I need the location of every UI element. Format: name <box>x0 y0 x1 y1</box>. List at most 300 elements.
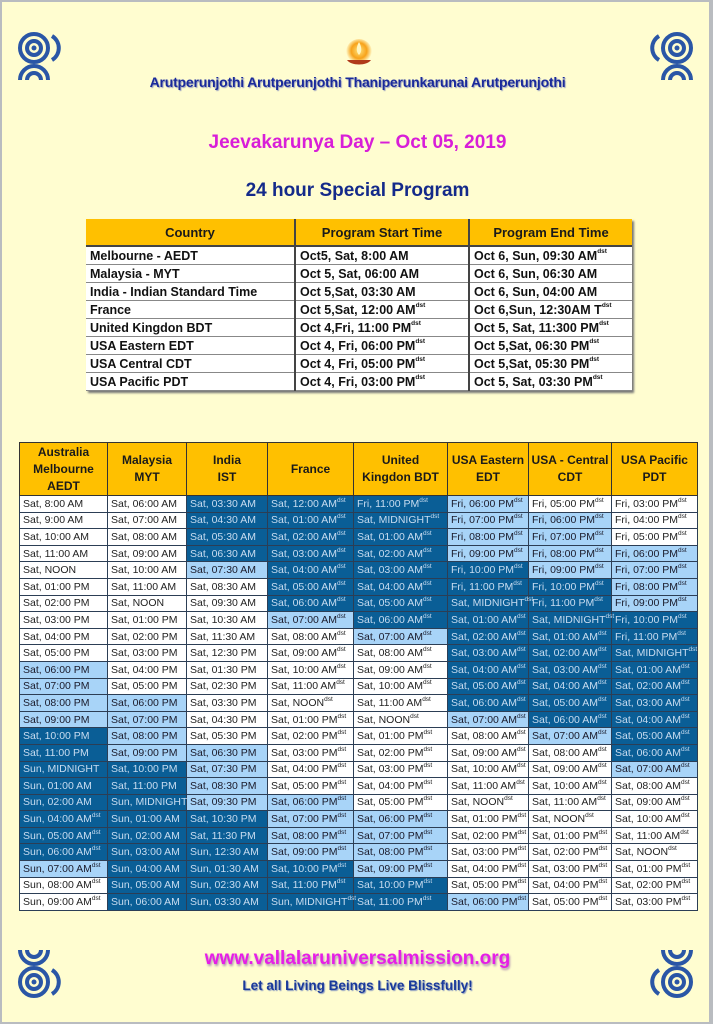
dst-marker: dst <box>336 563 346 571</box>
time-text: Sat, 04:00 PM <box>451 862 518 875</box>
time-cell <box>448 661 529 678</box>
swirl-logo-icon-top-left <box>16 30 62 80</box>
schedule-row <box>20 844 698 861</box>
start-time-cell <box>295 319 469 337</box>
time-text: Sat, 04:00 PM <box>111 663 178 676</box>
time-cell <box>268 794 354 811</box>
time-text: Sat, 05:00 PM <box>532 896 599 909</box>
time-cell <box>612 612 698 629</box>
time-text: Sat, 01:00 PM <box>271 713 338 726</box>
time-text: Sun, 05:00 AM <box>23 829 92 842</box>
start-time-cell-text: Oct 4, Fri, 06:00 PM <box>300 338 416 353</box>
time-text: Sat, 11:00 AM <box>357 696 423 709</box>
time-text: Fri, 08:00 PM <box>615 580 679 593</box>
time-text: Sat, 09:00 AM <box>111 547 177 560</box>
time-cell <box>108 512 187 529</box>
schedule-column-header <box>529 443 612 496</box>
dst-marker: dst <box>423 778 433 786</box>
time-text: Sun, 03:30 AM <box>190 896 259 909</box>
dst-marker: dst <box>423 729 433 737</box>
dst-marker: dst <box>585 812 594 820</box>
schedule-row <box>20 612 698 629</box>
time-text: Sat, 03:00 PM <box>451 846 518 859</box>
header-line: USA Eastern <box>451 453 525 467</box>
time-text: Fri, 09:00 PM <box>532 564 596 577</box>
time-text: Sat, 01:00 PM <box>451 813 518 826</box>
time-text: Sat, 06:00 PM <box>271 796 338 809</box>
time-cell <box>529 877 612 894</box>
schedule-row <box>20 794 698 811</box>
time-text: Sat, 12:30 PM <box>190 647 257 660</box>
dst-marker: dst <box>336 496 346 504</box>
time-cell <box>108 645 187 662</box>
time-text: Fri, 03:00 PM <box>615 497 679 510</box>
time-cell <box>448 794 529 811</box>
country-cell <box>86 265 295 283</box>
time-cell <box>108 778 187 795</box>
time-cell <box>529 695 612 712</box>
time-text: Sat, MIDNIGHT <box>532 613 606 626</box>
time-text: Fri, 11:00 PM <box>451 580 514 593</box>
start-time-cell <box>295 337 469 355</box>
time-text: Sun, 06:00 AM <box>23 846 92 859</box>
dst-marker: dst <box>680 778 690 786</box>
time-cell <box>20 678 108 695</box>
time-cell <box>529 562 612 579</box>
start-time-cell-text: Oct 5, Sat, 06:00 AM <box>300 266 420 281</box>
dst-marker: dst <box>681 895 691 903</box>
country-cell-text: USA Pacific PDT <box>90 374 189 389</box>
time-cell <box>268 778 354 795</box>
dst-marker: dst <box>688 646 698 654</box>
dst-marker: dst <box>422 612 432 620</box>
time-cell <box>612 645 698 662</box>
time-cell <box>187 529 268 546</box>
time-text: Sat, 03:00 AM <box>615 696 681 709</box>
start-time-cell-text: Oct 4, Fri, 03:00 PM <box>300 374 416 389</box>
header-line: Malaysia <box>121 453 173 467</box>
schedule-column-header <box>187 443 268 496</box>
dst-marker: dst <box>419 496 428 504</box>
column-header-country: Country <box>86 219 295 246</box>
header-line: Melbourne <box>33 461 94 476</box>
schedule-column-header <box>354 443 448 496</box>
dst-marker: dst <box>678 529 687 537</box>
time-text: Sat, 03:00 PM <box>357 763 424 776</box>
dst-marker: dst <box>678 563 687 571</box>
time-text: Sat, 06:00 PM <box>111 696 178 709</box>
dst-marker: dst <box>423 845 433 853</box>
header-line: EDT <box>476 470 500 484</box>
end-time-cell <box>469 301 632 319</box>
time-text: Sat, 10:00 PM <box>111 763 178 776</box>
country-cell-text: France <box>90 302 131 317</box>
summary-row <box>86 265 632 283</box>
dst-marker: dst <box>589 355 600 363</box>
time-cell <box>20 529 108 546</box>
time-cell <box>529 861 612 878</box>
time-cell <box>187 744 268 761</box>
time-cell <box>20 761 108 778</box>
time-text: Sat, 11:00 PM <box>271 879 337 892</box>
time-text: Sat, 01:00 AM <box>271 514 337 527</box>
time-text: Sat, 02:00 PM <box>451 829 518 842</box>
time-cell <box>354 861 448 878</box>
time-text: Sat, 03:00 PM <box>111 647 178 660</box>
time-cell <box>529 645 612 662</box>
time-cell <box>448 761 529 778</box>
dst-marker: dst <box>422 695 431 703</box>
time-text: Sun, 04:00 AM <box>23 813 92 826</box>
time-text: Fri, 09:00 PM <box>451 547 515 560</box>
time-text: Fri, 09:00 PM <box>615 597 679 610</box>
time-cell <box>612 811 698 828</box>
country-cell <box>86 319 295 337</box>
time-text: Sun, 01:00 AM <box>111 813 180 826</box>
dst-marker: dst <box>599 319 609 327</box>
time-text: Sat, 02:00 AM <box>357 547 423 560</box>
time-text: Sat, 11:00 AM <box>532 796 598 809</box>
dst-marker: dst <box>516 778 525 786</box>
time-text: Sat, 07:00 AM <box>615 763 681 776</box>
time-cell <box>108 811 187 828</box>
dst-marker: dst <box>91 812 101 820</box>
dst-marker: dst <box>415 373 426 381</box>
time-text: Sat, 10:00 AM <box>271 663 337 676</box>
time-cell <box>187 827 268 844</box>
time-text: Sat, 11:00 PM <box>23 746 89 759</box>
time-cell <box>612 778 698 795</box>
schedule-row <box>20 512 698 529</box>
schedule-column-header <box>612 443 698 496</box>
time-text: Sat, 04:00 AM <box>451 663 517 676</box>
dst-marker: dst <box>410 712 419 720</box>
time-text: Sun, 02:30 AM <box>190 879 259 892</box>
time-cell <box>354 595 448 612</box>
time-cell <box>108 628 187 645</box>
time-cell <box>354 728 448 745</box>
summary-row <box>86 337 632 355</box>
time-text: Sun, 09:00 AM <box>23 896 92 909</box>
dst-marker: dst <box>517 878 527 886</box>
time-text: Sun, 01:00 AM <box>23 779 92 792</box>
time-text: Sat, 02:00 PM <box>615 879 682 892</box>
time-text: Fri, 10:00 PM <box>532 580 596 593</box>
dst-marker: dst <box>678 596 687 604</box>
time-cell <box>612 628 698 645</box>
time-cell <box>448 628 529 645</box>
dst-marker: dst <box>336 513 346 521</box>
time-text: Sat, 11:00 PM <box>357 896 423 909</box>
dst-marker: dst <box>415 337 426 345</box>
time-text: Sat, 03:30 PM <box>190 696 257 709</box>
dst-marker: dst <box>91 878 101 886</box>
header-line: IST <box>217 470 237 484</box>
time-cell <box>612 861 698 878</box>
time-cell <box>20 794 108 811</box>
time-text: Sat, 03:00 AM <box>451 647 517 660</box>
time-text: Fri, 10:00 PM <box>615 613 679 626</box>
time-text: Sat, 10:00 AM <box>111 564 177 577</box>
summary-row <box>86 319 632 337</box>
start-time-cell <box>295 246 469 265</box>
summary-row <box>86 301 632 319</box>
start-time-cell <box>295 283 469 301</box>
dst-marker: dst <box>595 496 604 504</box>
country-cell-text: Malaysia - MYT <box>90 266 180 281</box>
time-cell <box>354 811 448 828</box>
time-cell <box>529 628 612 645</box>
dst-marker: dst <box>516 629 526 637</box>
dst-marker: dst <box>516 745 526 753</box>
time-text: Sat, 10:00 AM <box>615 813 681 826</box>
dst-marker: dst <box>415 301 426 309</box>
time-cell <box>268 595 354 612</box>
dst-marker: dst <box>597 729 607 737</box>
time-cell <box>187 811 268 828</box>
dst-marker: dst <box>597 795 606 803</box>
time-cell <box>187 595 268 612</box>
time-text: Fri, 06:00 PM <box>532 514 596 527</box>
time-text: Sat, 05:00 PM <box>23 647 90 660</box>
time-text: Sat, 08:00 PM <box>357 846 424 859</box>
time-cell <box>612 661 698 678</box>
time-text: Sat, 08:00 AM <box>615 779 681 792</box>
time-text: Sat, 04:00 AM <box>615 713 681 726</box>
time-text: Sat, 07:00 PM <box>23 680 90 693</box>
time-cell <box>354 844 448 861</box>
time-cell <box>612 827 698 844</box>
schedule-column-header <box>108 443 187 496</box>
time-text: Sat, 05:00 AM <box>271 580 337 593</box>
time-cell <box>354 794 448 811</box>
schedule-header-row <box>20 443 698 496</box>
time-text: Sat, 04:30 AM <box>190 514 256 527</box>
time-cell <box>354 695 448 712</box>
time-cell <box>20 861 108 878</box>
time-text: Sat, 09:00 PM <box>23 713 90 726</box>
time-text: Sat, 07:00 PM <box>271 813 338 826</box>
time-text: Sat, 02:00 AM <box>532 647 598 660</box>
dst-marker: dst <box>337 861 347 869</box>
time-cell <box>448 728 529 745</box>
dst-marker: dst <box>422 579 432 587</box>
time-text: Sat, 11:00 AM <box>615 829 681 842</box>
time-text: Sat, 09:30 AM <box>190 597 256 610</box>
dst-marker: dst <box>598 828 608 836</box>
time-cell <box>448 612 529 629</box>
time-text: Sat, 09:00 AM <box>615 796 681 809</box>
time-cell <box>354 894 448 911</box>
header-line: CDT <box>557 470 583 484</box>
time-cell <box>612 695 698 712</box>
dst-marker: dst <box>516 695 526 703</box>
time-cell <box>448 562 529 579</box>
time-cell <box>529 728 612 745</box>
time-cell <box>108 695 187 712</box>
end-time-cell <box>469 283 632 301</box>
time-text: Sat, 05:00 PM <box>111 680 178 693</box>
time-text: Fri, 11:00 PM <box>532 597 595 610</box>
header-line: MYT <box>134 470 160 484</box>
time-text: Sat, 10:00 PM <box>271 862 338 875</box>
event-title: Jeevakarunya Day – Oct 05, 2019 <box>208 132 507 153</box>
start-time-cell-text: Oct 5,Sat, 12:00 AM <box>300 302 416 317</box>
dst-marker: dst <box>337 845 347 853</box>
time-cell <box>354 678 448 695</box>
dst-marker: dst <box>347 895 357 903</box>
schedule-row <box>20 661 698 678</box>
time-cell <box>354 827 448 844</box>
schedule-row <box>20 894 698 911</box>
time-text: Sat, 07:00 PM <box>357 829 424 842</box>
time-text: Sat, 06:00 AM <box>357 613 423 626</box>
time-text: Fri, 05:00 PM <box>615 530 679 543</box>
dst-marker: dst <box>524 596 534 604</box>
dst-marker: dst <box>678 579 687 587</box>
dst-marker: dst <box>337 729 347 737</box>
dst-marker: dst <box>336 662 346 670</box>
time-text: Sat, 04:00 PM <box>532 879 599 892</box>
start-time-cell <box>295 265 469 283</box>
time-cell <box>529 612 615 629</box>
time-cell <box>108 861 187 878</box>
time-text: Sat, 10:00 AM <box>23 530 89 543</box>
time-text: Sat, 08:00 AM <box>357 647 423 660</box>
time-text: Sun, 05:00 AM <box>111 879 180 892</box>
dst-marker: dst <box>598 878 608 886</box>
time-text: Sat, 08:30 PM <box>190 779 257 792</box>
time-cell <box>448 578 529 595</box>
time-cell <box>20 778 108 795</box>
country-cell-text: India - Indian Standard Time <box>90 284 258 299</box>
end-time-cell <box>469 355 632 373</box>
summary-table <box>86 219 632 391</box>
dst-marker: dst <box>324 695 333 703</box>
time-cell <box>268 661 354 678</box>
time-text: Sat, 03:00 PM <box>532 862 599 875</box>
time-text: Sat, 01:00 PM <box>532 829 599 842</box>
schedule-row <box>20 595 698 612</box>
time-text: Sat, 02:30 PM <box>190 680 257 693</box>
time-cell <box>612 678 698 695</box>
dst-marker: dst <box>597 762 607 770</box>
time-cell <box>448 545 529 562</box>
dst-marker: dst <box>517 895 527 903</box>
column-header-end: Program End Time <box>469 219 632 246</box>
time-text: Sat, 02:00 PM <box>111 630 178 643</box>
time-cell <box>354 744 448 761</box>
end-time-cell <box>469 265 632 283</box>
time-text: Sat, 01:00 PM <box>23 580 90 593</box>
schedule-row <box>20 578 698 595</box>
time-text: Sat, 10:00 AM <box>451 763 517 776</box>
footer-message: Let all Living Beings Live Blissfully! <box>242 978 473 993</box>
time-text: Sat, 02:00 PM <box>357 746 424 759</box>
time-text: Sun, 04:00 AM <box>111 862 180 875</box>
dst-marker: dst <box>91 895 101 903</box>
time-cell <box>268 562 354 579</box>
dst-marker: dst <box>516 679 526 687</box>
time-cell <box>108 877 187 894</box>
dst-marker: dst <box>601 301 612 309</box>
end-time-cell-text: Oct 5,Sat, 05:30 PM <box>474 356 590 371</box>
time-cell <box>187 628 268 645</box>
dst-marker: dst <box>597 247 607 255</box>
time-cell <box>187 562 268 579</box>
schedule-row <box>20 529 698 546</box>
dst-marker: dst <box>423 745 433 753</box>
dst-marker: dst <box>595 546 604 554</box>
time-cell <box>612 562 698 579</box>
time-cell <box>108 496 187 513</box>
time-cell <box>20 595 108 612</box>
time-text: Sat, 09:00 AM <box>451 746 517 759</box>
website-link[interactable]: www.vallalaruniversalmission.org <box>204 948 511 969</box>
time-text: Sat, 08:00 AM <box>451 730 517 743</box>
schedule-row <box>20 645 698 662</box>
time-cell <box>187 894 268 911</box>
time-cell <box>448 844 529 861</box>
dst-marker: dst <box>336 646 346 654</box>
time-cell <box>354 578 448 595</box>
time-text: Sat, 07:00 AM <box>532 730 598 743</box>
schedule-row <box>20 695 698 712</box>
schedule-row <box>20 744 698 761</box>
time-text: Fri, 04:00 PM <box>615 514 679 527</box>
dst-marker: dst <box>597 695 607 703</box>
time-text: Sun, 07:00 AM <box>23 862 92 875</box>
time-text: Sat, 08:00 PM <box>23 696 90 709</box>
time-cell <box>529 844 612 861</box>
dst-marker: dst <box>680 745 690 753</box>
time-cell <box>529 545 612 562</box>
time-text: Sat, 10:00 AM <box>357 680 423 693</box>
time-cell <box>20 695 108 712</box>
time-cell <box>354 496 448 513</box>
dst-marker: dst <box>336 546 346 554</box>
time-text: Sat, 11:30 AM <box>190 630 256 643</box>
time-text: Sat, 09:00 PM <box>271 846 338 859</box>
time-cell <box>529 496 612 513</box>
time-cell <box>448 861 529 878</box>
time-text: Sat, 01:00 AM <box>615 663 681 676</box>
time-text: Fri, 08:00 PM <box>532 547 596 560</box>
time-text: Sat, 03:00 PM <box>271 746 338 759</box>
dst-marker: dst <box>336 629 346 637</box>
time-cell <box>529 512 612 529</box>
time-text: Sat, 04:00 AM <box>532 680 598 693</box>
time-cell <box>187 512 268 529</box>
time-text: Sat, 08:00 AM <box>271 630 337 643</box>
schedule-row <box>20 628 698 645</box>
dst-marker: dst <box>517 845 527 853</box>
time-text: Sat, 09:00 AM <box>357 663 423 676</box>
time-text: Sat, 06:30 PM <box>190 746 257 759</box>
dst-marker: dst <box>597 778 607 786</box>
time-cell <box>448 645 529 662</box>
time-text: Fri, 07:00 PM <box>451 514 515 527</box>
time-cell <box>187 496 268 513</box>
time-text: Sat, 06:00 PM <box>357 813 424 826</box>
time-text: Sat, 8:00 AM <box>23 497 84 510</box>
time-text: Sat, 02:00 PM <box>23 597 90 610</box>
time-cell <box>529 811 612 828</box>
time-text: Sat, 08:30 AM <box>190 580 256 593</box>
time-cell <box>354 661 448 678</box>
header-line: AEDT <box>47 478 80 493</box>
hourly-schedule-table <box>19 442 698 911</box>
